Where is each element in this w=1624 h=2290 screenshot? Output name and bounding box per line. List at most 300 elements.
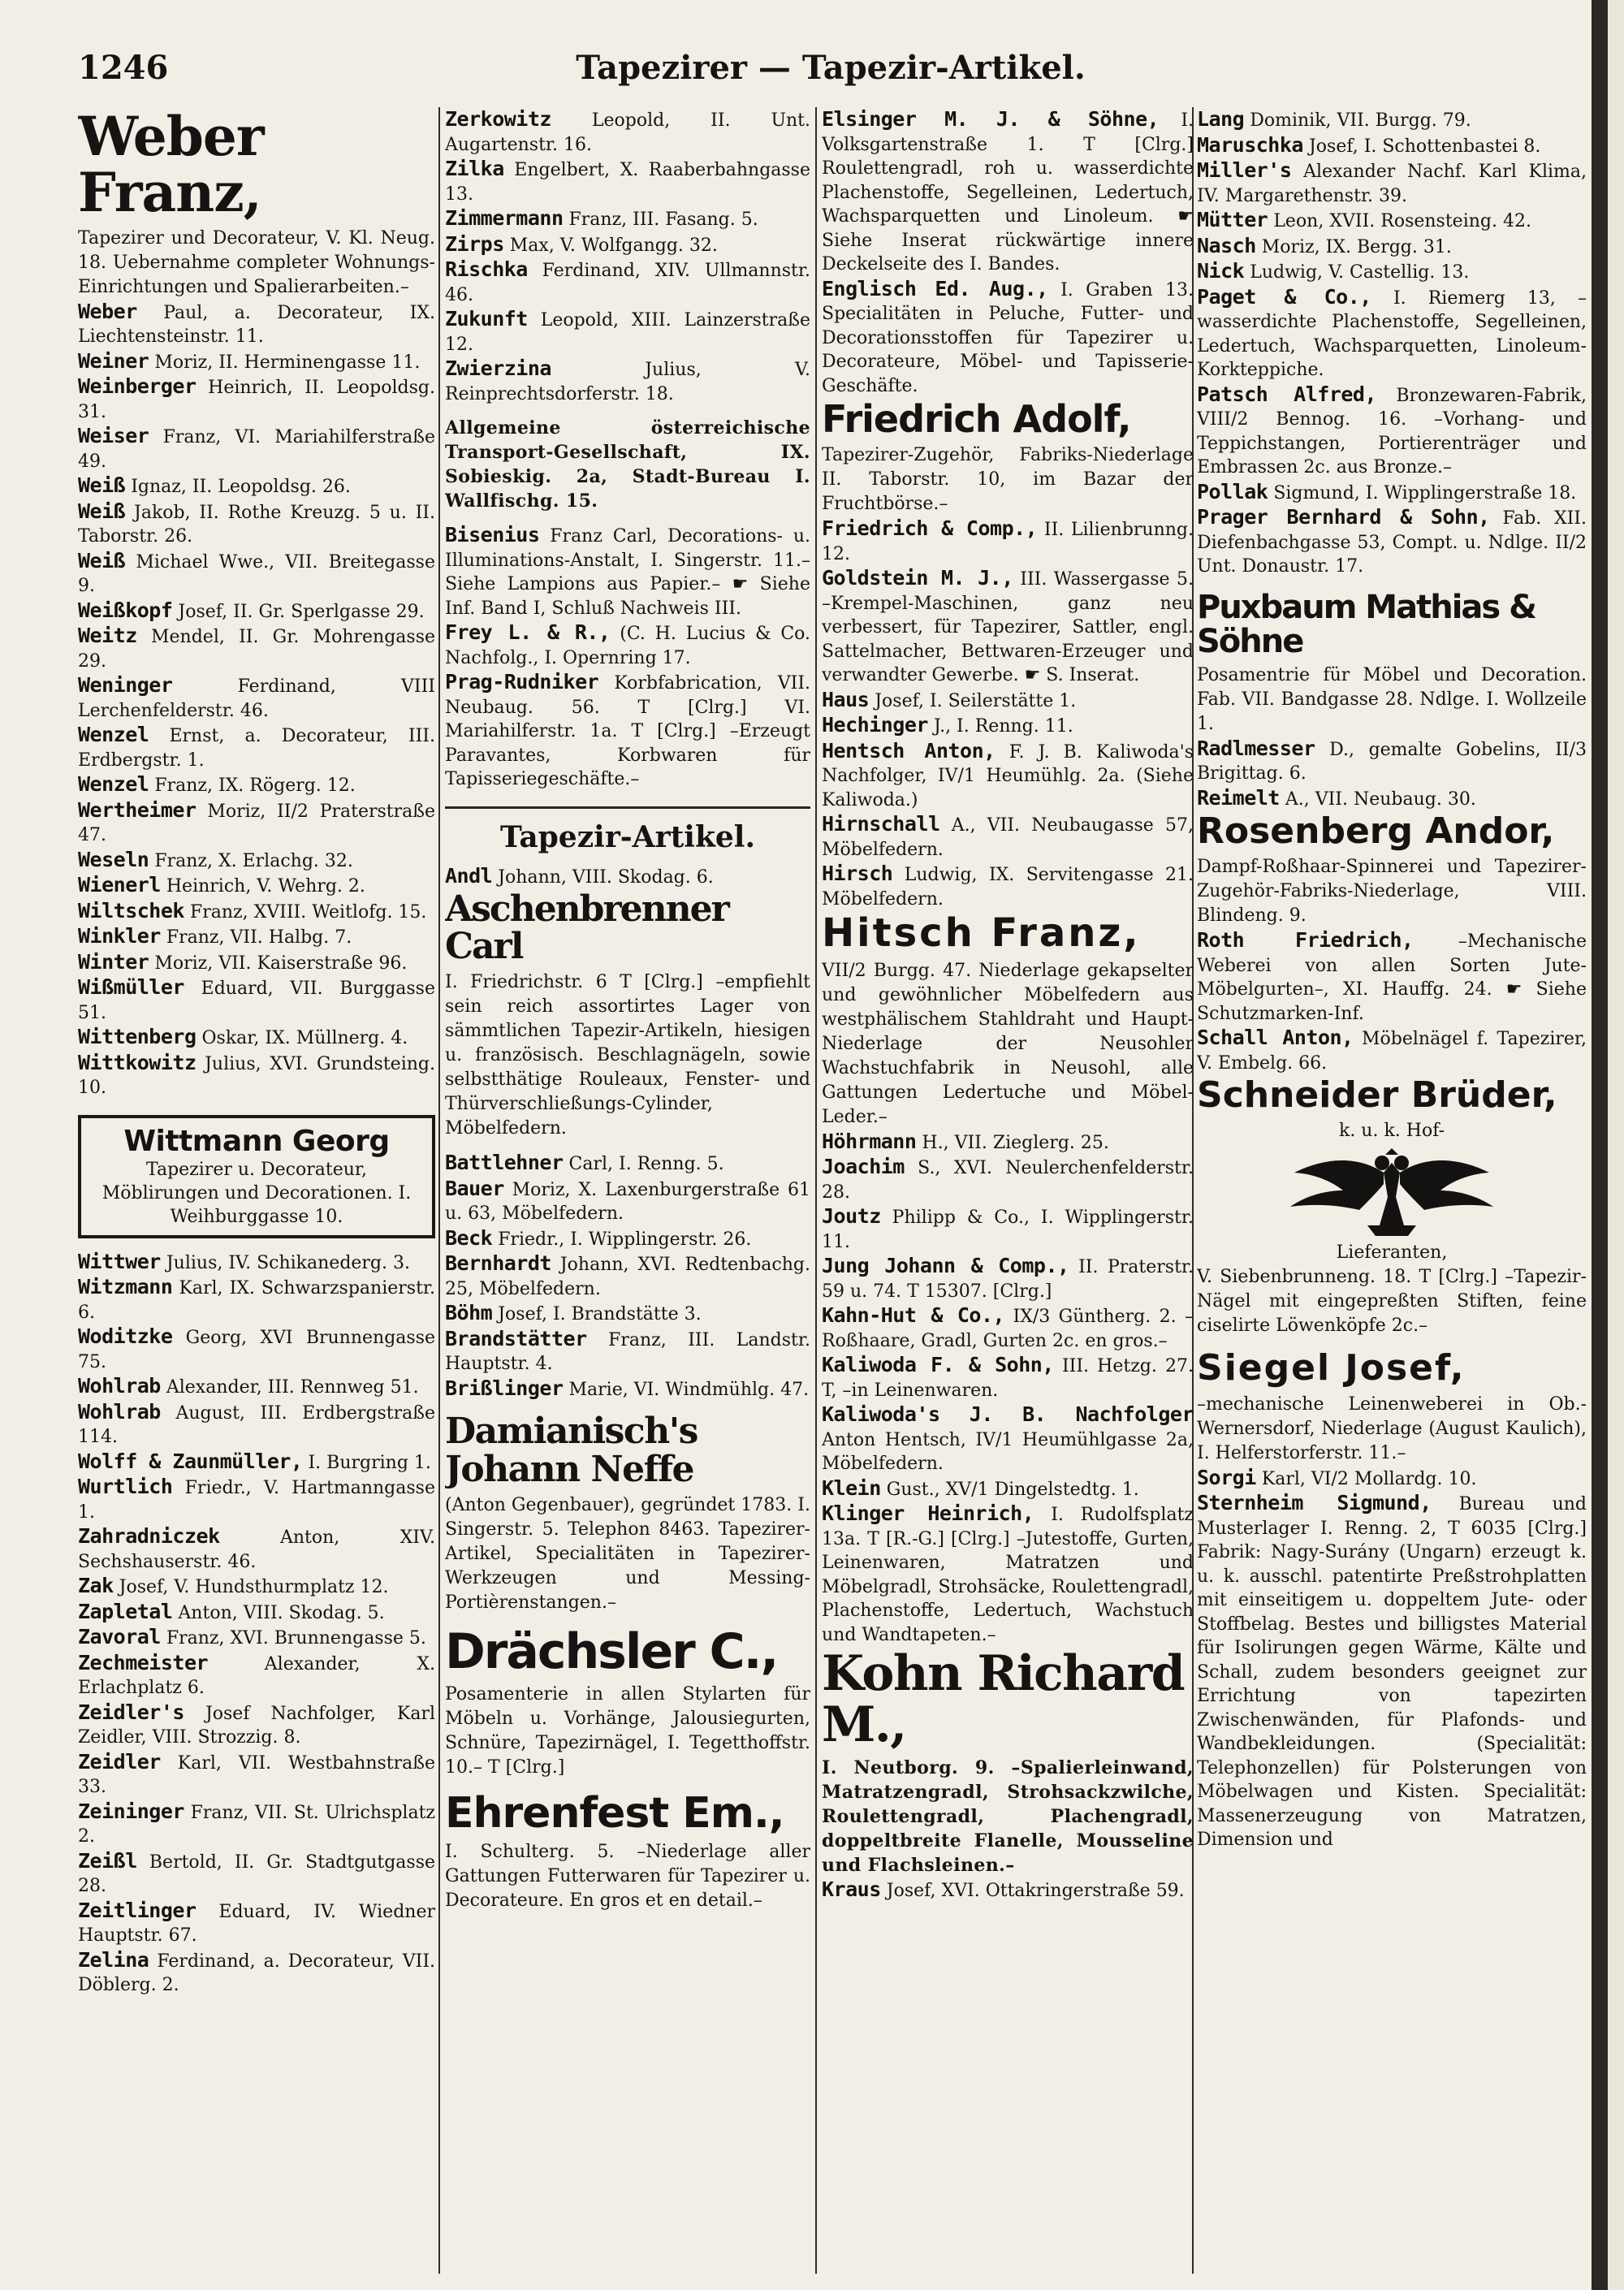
listing-name: Hentsch Anton, [822, 738, 996, 763]
listing-text: D., gemalte Gobelins, II/3 Brigittag. 6. [1197, 739, 1587, 784]
listing-name: Friedrich & Comp., [822, 516, 1038, 541]
display-listing-name: Friedrich Adolf, [822, 397, 1131, 441]
listing-entry [78, 300, 435, 349]
listing-text: Julius, IV. Schikanederg. 3. [166, 1252, 410, 1273]
listing-name: Wenzel [78, 772, 149, 797]
listing-entry [78, 1700, 435, 1750]
listing-text: F. J. B. Kaliwoda's Nachfolger, IV/1 Heumühlg. 2a. (Siehe Kaliwoda.) [822, 741, 1194, 810]
listing-entry [78, 1400, 435, 1450]
listing-entry [78, 1275, 435, 1324]
listing-text: Alexander, X. Erlachplatz 6. [78, 1653, 435, 1699]
listing-text: Friedr., V. Hartmanngasse 1. [78, 1478, 435, 1523]
listing-name: Weiner [78, 348, 149, 373]
listing-name: Zeidler [78, 1749, 161, 1774]
listing-entry [78, 499, 435, 549]
listing-text: Anton Hentsch, IV/1 Heumühlgasse 2a, Möbelfedern. [822, 1429, 1194, 1475]
listing-text: Josef, I. Seilerstätte 1. [875, 690, 1077, 711]
listing-text: Ferdinand, a. Decorateur, VII. Döblerg. 2. [78, 1951, 435, 1996]
listing-entry [78, 598, 435, 624]
listing-name: Wienerl [78, 873, 161, 897]
listing-entry [1197, 737, 1587, 786]
listing-text: Johann, VIII. Skodag. 6. [498, 866, 714, 888]
listing-name: Winkler [78, 924, 161, 948]
listing-text: Franz, XVIII. Weitlofg. 15. [189, 901, 427, 922]
listing-name: Brißlinger [445, 1376, 564, 1400]
listing-entry [1197, 480, 1587, 506]
listing-name: Hirnschall [822, 812, 940, 836]
listing-name: Pollak [1197, 479, 1268, 503]
display-listing-text: –mechanische Leinenweberei in Ob.-Wernersdorf, Niederlage (August Kaulich), I. Helferstorferstr. 11.– [1197, 1393, 1587, 1463]
listing-entry [445, 1301, 810, 1327]
listing-name: Klinger Heinrich, [822, 1501, 1034, 1526]
display-listing-name: Kohn Richard M., [822, 1645, 1185, 1754]
listing-name: Wurtlich [78, 1475, 173, 1499]
listing-text: Ferdinand, VIII Lerchenfelderstr. 46. [78, 676, 435, 721]
listing-name: Weitz [78, 624, 137, 648]
listing-text: Josef, XVI. Ottakringerstraße 59. [886, 1881, 1185, 1902]
listing-text: Franz, XVI. Brunnengasse 5. [166, 1628, 426, 1649]
listing-entry [78, 1450, 435, 1476]
listing-name: Wohlrab [78, 1399, 161, 1424]
listing-text: Georg, XVI Brunnengasse 75. [78, 1328, 435, 1372]
display-listing-name: Ehrenfest Em., [445, 1788, 784, 1838]
listing-entry [1197, 786, 1587, 812]
listing-text: Leopold, XIII. Lainzerstraße 12. [445, 310, 810, 355]
boxed-advertisement [78, 1115, 435, 1238]
listing-entry [78, 1250, 435, 1276]
listing-entry [78, 1524, 435, 1574]
listing-entry [822, 1130, 1194, 1156]
listing-text: Moriz, X. Laxenburgerstraße 61 u. 63, Möbelfedern. [445, 1179, 810, 1225]
listing-text: A., VII. Neubaugasse 57, Möbelfedern. [822, 815, 1194, 860]
listing-text: Franz, III. Fasang. 5. [568, 210, 758, 230]
listing-text: Bronzewaren-Fabrik, VIII/2 Bennog. 16. –Vorhang- und Teppichstangen, Portierenträger und Embrassen 2c. aus Bronze.– [1197, 385, 1587, 477]
section-divider [445, 806, 810, 809]
listing-text: Franz, IX. Rögerg. 12. [154, 776, 356, 797]
listing-text: Franz, VII. St. Ulrichsplatz 2. [78, 1802, 435, 1847]
listing-entry [78, 1849, 435, 1899]
listing-text: Josef, II. Gr. Sperlgasse 29. [178, 601, 425, 622]
listing-entry [1197, 208, 1587, 234]
listing-name: Höhrmann [822, 1129, 917, 1153]
listing-entry [78, 1625, 435, 1651]
listing-entry [1197, 234, 1587, 260]
listing-entry [78, 848, 435, 874]
listing-entry [445, 356, 810, 406]
listing-entry [78, 975, 435, 1025]
listing-text: Engelbert, X. Raaberbahngasse 13. [445, 160, 810, 205]
listing-entry [78, 1374, 435, 1400]
listing-entry [445, 206, 810, 232]
listing-entry [445, 1226, 810, 1252]
listing-entry [822, 812, 1194, 862]
listing-text: Leopold, II. Unt. Augartenstr. 16. [445, 110, 810, 155]
listing-name: Nick [1197, 259, 1245, 283]
listing-text: Oskar, IX. Müllnerg. 4. [201, 1028, 408, 1049]
listing-text: Franz Carl, Decorations- u. Illuminations-Anstalt, I. Singerstr. 11.– Siehe Lampions aus Papier.– ☛ Siehe Inf. Band I, Schluß Nachweis III. [445, 526, 810, 619]
listing-text: Franz, X. Erlachg. 32. [154, 850, 353, 871]
listing-text: Ferdinand, XIV. Ullmannstr. 46. [445, 261, 810, 305]
listing-name: Patsch Alfred, [1197, 382, 1377, 406]
page-edge [1592, 0, 1608, 2290]
boxed-ad-name: Wittmann Georg [123, 1124, 390, 1158]
listing-name: Zavoral [78, 1625, 161, 1649]
listing-entry [78, 1324, 435, 1374]
listing-entry [78, 624, 435, 673]
listing-text: Julius, V. Reinprechtsdorferstr. 18. [445, 360, 810, 404]
listing-entry [1197, 285, 1587, 382]
listing-entry [1197, 259, 1587, 285]
display-listing-name: Damianisch's Johann Neffe [445, 1411, 698, 1490]
listing-text: Josef, V. Hundsthurmplatz 12. [119, 1577, 389, 1598]
listing-name: Witzmann [78, 1275, 173, 1299]
listing-text: Josef, I. Brandstätte 3. [498, 1304, 702, 1325]
listing-entry [822, 566, 1194, 688]
section-title: Tapezir-Artikel. [499, 819, 756, 854]
listing-entry [78, 673, 435, 723]
listing-text: III. Wassergasse 5. –Krempel-Maschinen, ganz neu verbessert, für Tapezirer, Sattler, engl. Sattelmacher, Bettwaren-Erzeuger und verwandter Gewerbe. ☛ S. Inserat. [822, 569, 1194, 686]
listing-name: Böhm [445, 1301, 493, 1325]
listing-text: Anton, VIII. Skodag. 5. [178, 1602, 385, 1623]
listing-entry [1197, 382, 1587, 480]
listing-entry [445, 523, 810, 620]
listing-name: Lang [1197, 107, 1245, 131]
listing-name: Paget & Co., [1197, 284, 1371, 309]
listing-name: Zeißl [78, 1848, 137, 1873]
listing-text: Heinrich, V. Wehrg. 2. [166, 876, 365, 897]
listing-text: Moriz, II. Herminengasse 11. [154, 352, 421, 373]
listing-name: Roth Friedrich, [1197, 928, 1414, 953]
listing-entry [445, 620, 810, 670]
listing-name: Zak [78, 1574, 114, 1598]
listing-entry [78, 873, 435, 899]
listing-text: IX/3 Güntherg. 2. –Roßhaare, Gradl, Gurten 2c. en gros.– [822, 1307, 1194, 1351]
column-rule [438, 107, 440, 2274]
display-listing-name: Schneider Brüder, [1197, 1074, 1557, 1117]
listing-entry [445, 1177, 810, 1226]
display-listing-text: Posamenterie in allen Stylarten für Möbeln u. Vorhänge, Jalousiegurten, Schnüre, Tapezirnägel, I. Tegetthoffstr. 10.– T [Clrg.] [445, 1683, 810, 1778]
listing-text: II. Praterstr. 59 u. 74. T 15307. [Clrg.] [822, 1257, 1194, 1302]
listing-entry [1197, 1466, 1587, 1492]
listing-name: Zeininger [78, 1799, 184, 1823]
listing-name: Prag-Rudniker [445, 670, 599, 693]
listing-entry [78, 473, 435, 499]
listing-name: Wenzel [78, 723, 149, 747]
listing-entry [1197, 928, 1587, 1026]
listing-text: Ignaz, II. Leopoldsg. 26. [131, 477, 351, 498]
listing-text: –Mechanische Weberei von allen Sorten Jute-Möbelgurten–, XI. Hauffg. 24. ☛ Siehe Schutzmarken-Inf. [1197, 931, 1587, 1024]
listing-entry [1197, 133, 1587, 159]
listing-name: Weninger [78, 673, 173, 698]
listing-name: Kraus [822, 1877, 881, 1902]
listing-name: Klein [822, 1476, 881, 1500]
listing-text: Michael Wwe., VII. Breitegasse 9. [78, 551, 435, 597]
listing-text: Franz, VII. Halbg. 7. [166, 927, 352, 948]
listing-name: Zelina [78, 1947, 149, 1972]
listing-name: Radlmesser [1197, 736, 1315, 760]
listing-text: Marie, VI. Windmühlg. 47. [568, 1379, 810, 1400]
listing-name: Weißkopf [78, 598, 173, 622]
listing-name: Haus [822, 687, 870, 711]
listing-name: Bauer [445, 1176, 504, 1200]
listing-entry [445, 1376, 810, 1402]
listing-name: Reimelt [1197, 785, 1280, 810]
listing-entry [1197, 1026, 1587, 1075]
listing-name: Andl [445, 863, 493, 888]
listing-text: Bertold, II. Gr. Stadtgutgasse 28. [78, 1851, 435, 1897]
listing-entry [78, 349, 435, 375]
listing-name: Wißmüller [78, 975, 184, 1000]
column-1 [78, 107, 435, 2274]
listing-name: Nasch [1197, 233, 1256, 257]
listing-text: Gust., XV/1 Dingelstedtg. 1. [886, 1479, 1139, 1500]
listing-entry [822, 1204, 1194, 1254]
listing-name: Battlehner [445, 1151, 564, 1175]
listing-text: Moriz, IX. Bergg. 31. [1261, 236, 1452, 257]
listing-name: Zahradniczek [78, 1524, 220, 1549]
column-3 [822, 107, 1194, 2274]
listing-entry [78, 1750, 435, 1800]
listing-entry [78, 549, 435, 598]
listing-entry [78, 1051, 435, 1100]
listing-text: Alexander Nachf. Karl Klima, IV. Margarethenstr. 39. [1197, 162, 1587, 206]
listing-name: Joachim [822, 1155, 905, 1179]
listing-entry [822, 516, 1194, 566]
display-listing-text: Tapezirer-Zugehör, Fabriks-Niederlage II. Taborstr. 10, im Bazar der Fruchtbörse.– [822, 445, 1194, 515]
display-listing-text: Posamentrie für Möbel und Decoration. Fab. VII. Bandgasse 28. Ndlge. I. Wollzeile 1. [1197, 664, 1587, 734]
display-listing-text: VII/2 Burgg. 47. Niederlage gekapselter und gewöhnlicher Möbelfedern aus westphälischem Stahldraht und Haupt-Niederlage der Neusohler Wachstuchfabrik in Neusohl, alle Gattungen Ledertuche und Möbel-Leder.– [822, 960, 1194, 1127]
listing-entry [78, 1899, 435, 1948]
listing-name: Brandstätter [445, 1326, 587, 1350]
listing-entry [78, 1651, 435, 1700]
listing-text: Josef Nachfolger, Karl Zeidler, VIII. Strozzig. 8. [78, 1703, 435, 1748]
listing-entry [78, 950, 435, 976]
listing-entry [78, 1025, 435, 1051]
listing-entry [78, 772, 435, 798]
listing-name: Joutz [822, 1204, 881, 1229]
listing-name: Wertheimer [78, 797, 197, 822]
listing-name: Englisch Ed. Aug., [822, 276, 1048, 300]
listing-text: J., I. Renng. 11. [933, 716, 1073, 737]
listing-name: Weiser [78, 424, 149, 448]
listing-text: Johann, XVI. Redtenbachg. 25, Möbelfedern. [445, 1255, 810, 1299]
listing-entry [822, 1501, 1194, 1647]
listing-name: Wolff & Zaunmüller, [78, 1449, 303, 1473]
listing-text: Ludwig, V. Castellig. 13. [1250, 262, 1470, 283]
listing-entry [822, 1254, 1194, 1303]
listing-name: Wittwer [78, 1249, 161, 1273]
listing-name: Maruschka [1197, 132, 1303, 157]
listing-name: Winter [78, 949, 149, 974]
listing-text: S., XVI. Neulerchenfelderstr. 28. [822, 1158, 1194, 1203]
column-rule [815, 107, 817, 2274]
listing-text: Dominik, VII. Burgg. 79. [1250, 110, 1471, 131]
listing-name: Bisenius [445, 523, 540, 547]
listing-name: Frey L. & R., [445, 620, 611, 644]
listing-entry [822, 1353, 1194, 1402]
display-listing-text: Dampf-Roßhaar-Spinnerei und Tapezirer-Zugehör-Fabriks-Niederlage, VIII. Blindeng. 9. [1197, 857, 1587, 927]
listing-entry [445, 257, 810, 307]
page-header [78, 49, 1583, 101]
listing-entry [445, 864, 810, 890]
listing-text: Moriz, II/2 Praterstraße 47. [78, 801, 435, 846]
listing-entry [1197, 158, 1587, 208]
listing-name: Elsinger M. J. & Söhne, [822, 107, 1160, 131]
display-listing-text: I. Schulterg. 5. –Niederlage aller Gattungen Futterwaren für Tapezirer u. Decorateure. En gros et en detail.– [445, 1842, 810, 1912]
listing-text: Heinrich, II. Leopoldsg. 31. [78, 378, 435, 422]
display-listing-text: V. Siebenbrunneng. 18. T [Clrg.] –Tapezir-Nägel mit eingepreßten Stiften, feine ciselirte Löwenköpfe 2c.– [1197, 1267, 1587, 1337]
listing-entry [445, 157, 810, 206]
listing-name: Weiß [78, 548, 126, 572]
listing-text: I. Rudolfsplatz 13a. T [R.-G.] [Clrg.] –Jutestoffe, Gurten, Leinenwaren, Matratzen und Möbelgradl, Strohsäcke, Roulettengradl, Plachenstoffe, Ledertuch, Wachstuch und Wandtapeten.– [822, 1505, 1194, 1645]
listing-text: Karl, VI/2 Mollardg. 10. [1261, 1468, 1477, 1489]
transport-company: Allgemeine österreichische Transport-Gesellschaft, IX. Sobieskig. 2a, Stadt-Bureau I. Wallfischg. 15. [445, 417, 810, 512]
listing-text: Max, V. Wolfgangg. 32. [509, 235, 718, 256]
listing-name: Jung Johann & Comp., [822, 1254, 1069, 1278]
listing-entry [78, 899, 435, 925]
listing-name: Bernhardt [445, 1251, 551, 1276]
listing-name: Kaliwoda F. & Sohn, [822, 1353, 1054, 1377]
listing-name: Zeidler's [78, 1700, 184, 1724]
listing-entry [445, 232, 810, 258]
listing-name: Beck [445, 1225, 493, 1250]
listing-text: I. Burgring 1. [308, 1452, 431, 1473]
listing-text: Franz, III. Landstr. Hauptstr. 4. [445, 1329, 810, 1375]
column-4 [1197, 107, 1587, 2274]
display-listing-text: I. Neutborg. 9. –Spalierleinwand, Matratzengradl, Strohsackzwilche, Roulettengradl, Plachengradl, doppeltbreite Flanelle, Mousseline und Flachsleinen.– [822, 1757, 1194, 1877]
listing-text: August, III. Erdbergstraße 114. [78, 1402, 435, 1448]
listing-text: Mendel, II. Gr. Mohrengasse 29. [78, 627, 435, 672]
listing-text: Fab. XII. Diefenbachgasse 53, Compt. u. Ndlge. II/2 Unt. Donaustr. 17. [1197, 508, 1587, 577]
display-listing-name: Hitsch Franz, [822, 910, 1141, 957]
listing-name: Kahn-Hut & Co., [822, 1303, 1005, 1328]
display-listing-text: (Anton Gegenbauer), gegründet 1783. I. Singerstr. 5. Telephon 8463. Tapezirer-Artikel, Specialitäten in Tapezirer-Werkzeugen und Messing-Portièrenstangen.– [445, 1494, 810, 1613]
listing-entry [822, 713, 1194, 739]
listing-text: Friedr., I. Wipplingerstr. 26. [498, 1229, 752, 1250]
listing-name: Zwierzina [445, 356, 551, 380]
listing-entry [1197, 107, 1587, 133]
listing-text: Anton, XIV. Sechshauserstr. 46. [78, 1527, 435, 1572]
listing-name: Zeitlinger [78, 1898, 197, 1922]
display-listing-name: Weber Franz, [78, 107, 264, 225]
listing-text: Karl, VII. Westbahnstraße 33. [78, 1752, 435, 1798]
listing-name: Weiß [78, 473, 126, 498]
listing-name: Weber [78, 299, 137, 323]
listing-name: Weiß [78, 499, 126, 523]
listing-entry [822, 1155, 1194, 1204]
page-number: 1246 [78, 49, 169, 87]
display-listing-text: Tapezirer und Decorateur, V. Kl. Neug. 18. Uebernahme completer Wohnungs-Einrichtungen und Spalierarbeiten.– [78, 227, 435, 297]
listing-entry [78, 1475, 435, 1524]
listing-name: Wohlrab [78, 1374, 161, 1398]
listing-text: III. Hetzg. 27. T, –in Leinenwaren. [822, 1356, 1194, 1401]
listing-text: Eduard, IV. Wiedner Hauptstr. 67. [78, 1901, 435, 1946]
listing-name: Sorgi [1197, 1465, 1256, 1489]
listing-entry [1197, 1491, 1587, 1852]
boxed-ad-text: Tapezirer u. Decorateur, Möblirungen und Decorationen. I. Weihburggasse 10. [102, 1159, 412, 1227]
listing-text: Josef, I. Schottenbastei 8. [1308, 136, 1541, 157]
listing-name: Zimmermann [445, 206, 564, 230]
listing-name: Wittenberg [78, 1025, 197, 1049]
listing-entry [822, 1402, 1194, 1476]
listing-entry [822, 1476, 1194, 1502]
listing-entry [822, 1877, 1194, 1903]
listing-name: Prager Bernhard & Sohn, [1197, 505, 1490, 529]
listing-text: H., VII. Zieglerg. 25. [922, 1132, 1109, 1153]
listing-entry [78, 1800, 435, 1849]
listing-entry [78, 1574, 435, 1600]
listing-text: Karl, IX. Schwarzspanierstr. 6. [78, 1278, 435, 1323]
listing-entry [445, 1151, 810, 1177]
listing-entry [445, 1251, 810, 1301]
column-2 [445, 107, 810, 2274]
listing-name: Woditzke [78, 1324, 173, 1349]
listing-entry [822, 862, 1194, 911]
listing-name: Schall Anton, [1197, 1026, 1354, 1050]
listing-name: Hirsch [822, 862, 893, 886]
listing-name: Sternheim Sigmund, [1197, 1491, 1432, 1515]
listing-text: Ernst, a. Decorateur, III. Erdbergstr. 1. [78, 726, 435, 771]
display-listing-text: I. Friedrichstr. 6 T [Clrg.] –empfiehlt sein reich assortirtes Lager von sämmtlichen Tapezir-Artikeln, hiesigen u. französisch. Beschlagnägeln, sowie selbstthätige Rouleaux, Fenster- und Thürverschließungs-Cylinder, Möbelfedern. [445, 972, 810, 1139]
listing-name: Rischka [445, 257, 528, 281]
display-listing-name: Siegel Josef, [1197, 1347, 1466, 1389]
listing-text: Franz, VI. Mariahilferstraße 49. [78, 427, 435, 472]
listing-name: Zapletal [78, 1599, 173, 1623]
listing-name: Hechinger [822, 713, 928, 737]
listing-entry [822, 107, 1194, 277]
listing-name: Wittkowitz [78, 1050, 197, 1074]
listing-text: Möbelnägel f. Tapezirer, V. Embelg. 66. [1197, 1029, 1587, 1074]
listing-text: A., VII. Neubaug. 30. [1285, 789, 1476, 810]
listing-entry [822, 1303, 1194, 1353]
listing-text: Leon, XVII. Rosensteing. 42. [1273, 211, 1531, 231]
listing-entry [822, 688, 1194, 714]
listing-name: Zukunft [445, 307, 528, 331]
listing-text: Ludwig, IX. Servitengasse 21. Möbelfedern. [822, 865, 1194, 910]
listing-text: Alexander, III. Rennweg 51. [166, 1377, 419, 1398]
listing-text: Philipp & Co., I. Wipplingerstr. 11. [822, 1208, 1194, 1252]
listing-name: Zirps [445, 231, 504, 256]
listing-text: (C. H. Lucius & Co. Nachfolg., I. Opernring 17. [445, 624, 810, 668]
double-eagle-emblem-icon [1270, 1148, 1514, 1238]
listing-text: I. Graben 13. Specialitäten in Peluche, Futter- und Decorationsstoffen für Tapezirer u. Decorateure, Möbel- und Tapisserie-Geschäfte. [822, 279, 1194, 396]
listing-entry [445, 1327, 810, 1376]
listing-entry [445, 670, 810, 792]
listing-text: Carl, I. Renng. 5. [568, 1154, 724, 1175]
listing-text: Korbfabrication, VII. Neubaug. 56. T [Clrg.] VI. Mariahilferstr. 1a. T [Clrg.] –Erzeugt Paravantes, Korbwaren für Tapisseriegeschäfte.– [445, 673, 810, 789]
hof-label: k. u. k. Hof- [1338, 1121, 1445, 1142]
listing-text: Bureau und Musterlager I. Renng. 2, T 6035 [Clrg.] Fabrik: Nagy-Surány (Ungarn) erzeugt k. u. k. ausschl. patentirte Preßstrohplatten mit einseitigem u. doppeltem Jute- oder Stoffbelag. Bestes und billigstes Material für Isolirungen gegen Wärme, Kälte und Schall, zudem besonders geeignet zur Errichtung von tapezirten Zwischenwänden, für Plafonds- und Wandbekleidungen. (Specialität: Telephonzellen) für Polsterungen von Möbelwagen und Kisten. Specialität: Massenerzeugung von Matratzen, Dimension und [1197, 1494, 1587, 1851]
listing-name: Weseln [78, 847, 149, 871]
listing-name: Wiltschek [78, 898, 184, 922]
listing-entry [78, 424, 435, 473]
listing-name: Mütter [1197, 208, 1268, 231]
listing-entry [1197, 505, 1587, 579]
listing-text: Paul, a. Decorateur, IX. Liechtensteinstr. 11. [78, 302, 435, 348]
listing-entry [78, 1600, 435, 1626]
listing-entry [445, 307, 810, 356]
display-listing-name: Puxbaum Mathias & Söhne [1197, 588, 1536, 660]
listing-entry [78, 374, 435, 424]
display-listing-name: Rosenberg Andor, [1197, 810, 1555, 852]
lieferanten-label: Lieferanten, [1336, 1242, 1448, 1264]
display-listing-name: Drächsler C., [445, 1622, 778, 1680]
listing-text: II. Lilienbrunng. 12. [822, 520, 1194, 564]
listing-entry [78, 798, 435, 848]
listing-text: Moriz, VII. Kaiserstraße 96. [154, 953, 408, 974]
listing-name: Goldstein M. J., [822, 566, 1013, 590]
listing-text: Sigmund, I. Wipplingerstraße 18. [1273, 482, 1577, 503]
